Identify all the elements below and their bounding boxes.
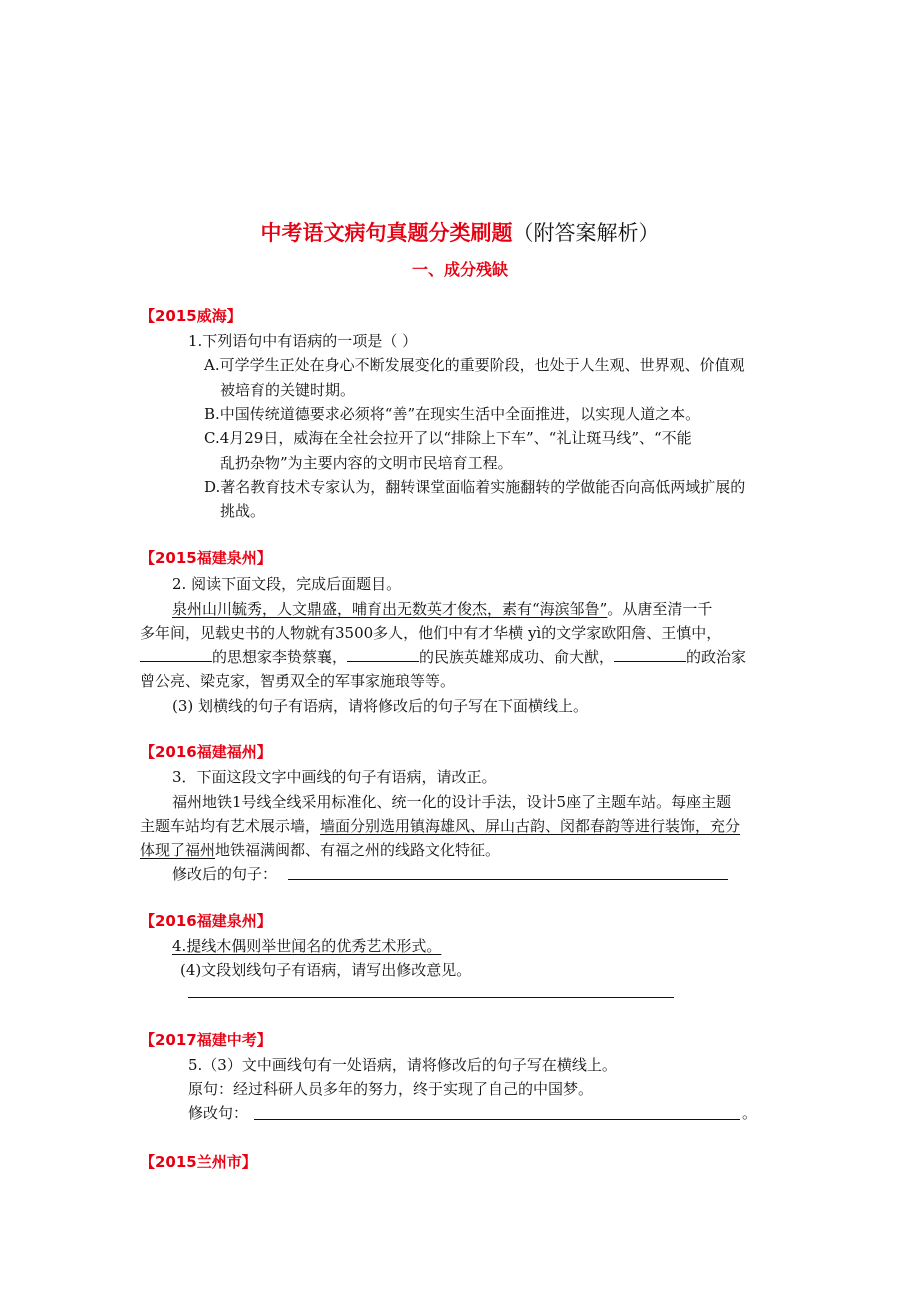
q3-underlined-part2: 体现了福州 — [140, 841, 216, 859]
q2-stem: 2. 阅读下面文段，完成后面题目。 — [172, 575, 402, 593]
section-heading: 一、成分残缺 — [411, 260, 508, 279]
q5-original-sentence: 原句：经过科研人员多年的努力，终于实现了自己的中国梦。 — [188, 1080, 594, 1098]
q4-stem-wrap — [172, 936, 441, 956]
q4-answer-line[interactable] — [188, 997, 674, 998]
q3-stem: 3．下面这段文字中画线的句子有语病，请改正。 — [172, 768, 497, 786]
q1-source: 【2015威海】 — [140, 307, 242, 325]
q5-stem: 5.（3）文中画线句有一处语病，请将修改后的句子写在横线上。 — [188, 1056, 617, 1074]
q1-option-d-line2: 挑战。 — [220, 502, 266, 520]
q5-revised-label: 修改句： — [188, 1104, 249, 1122]
q2-passage-line3-b: 的民族英雄郑成功、俞大猷， — [419, 648, 615, 666]
q3-passage-line3 — [140, 840, 500, 860]
q2-underlined-sentence: 泉州山川毓秀，人文鼎盛，哺育出无数英才俊杰，素有“海滨邹鲁” — [172, 600, 608, 618]
q2-passage-line2: 多年间，见载史书的人物就有3500多人，他们中有才华横 yì的文学家欧阳詹、王慎中， — [140, 624, 722, 642]
title-main: 中考语文病句真题分类刷题 — [260, 221, 513, 245]
q3-underlined-part1: 墙面分别选用镇海雄风、屏山古韵、闵都春韵等进行装饰，充分 — [320, 817, 741, 835]
q1-stem: 1.下列语句中有语病的一项是（ ） — [188, 332, 418, 350]
q1-option-d-line1: D.著名教育技术专家认为，翻转课堂面临着实施翻转的学做能否向高低两域扩展的 — [204, 478, 746, 496]
q3-passage-line2 — [140, 816, 740, 836]
q3-passage-line3-rest: 地铁福满闽都、有福之州的线路文化特征。 — [215, 841, 501, 859]
q2-passage-line3-a: 的思想家李贽蔡襄， — [212, 648, 348, 666]
q2-blank-2[interactable] — [347, 647, 419, 662]
q6-source: 【2015兰州市】 — [140, 1153, 257, 1171]
q5-source: 【2017福建中考】 — [140, 1031, 272, 1049]
q1-option-a-line2: 被培育的关键时期。 — [220, 381, 356, 399]
document-title — [0, 219, 920, 247]
q2-source: 【2015福建泉州】 — [140, 549, 272, 567]
title-sub: （附答案解析） — [512, 221, 660, 245]
q3-answer-line[interactable] — [288, 879, 728, 880]
q2-question: (3) 划横线的句子有语病，请将修改后的句子写在下面横线上。 — [172, 697, 589, 715]
q3-answer-label: 修改后的句子： — [172, 865, 278, 883]
q2-blank-1[interactable] — [140, 647, 212, 662]
q4-stem: 4.提线木偶则举世闻名的优秀艺术形式。 — [172, 937, 442, 955]
q2-passage-line4: 曾公亮、梁克家，智勇双全的军事家施琅等等。 — [140, 672, 456, 690]
q2-passage-line1-rest: 。从唐至清一千 — [607, 600, 713, 618]
q5-answer-line[interactable] — [254, 1119, 740, 1120]
q2-passage-line3 — [140, 647, 746, 667]
q4-source: 【2016福建泉州】 — [140, 912, 272, 930]
q4-question: (4)文段划线句子有语病，请写出修改意见。 — [180, 961, 472, 979]
q2-passage-line1 — [172, 599, 712, 619]
q2-passage-line3-c: 的政治家 — [686, 648, 747, 666]
q2-blank-3[interactable] — [614, 647, 686, 662]
q1-option-c-line1: C.4月29日，威海在全社会拉开了以“排除上下车”、“礼让斑马线”、“不能 — [204, 429, 692, 447]
q1-option-a-line1: A.可学学生正处在身心不断发展变化的重要阶段，也处于人生观、世界观、价值观 — [204, 356, 745, 374]
q1-option-c-line2: 乱扔杂物”为主要内容的文明市民培育工程。 — [220, 454, 513, 472]
q3-source: 【2016福建福州】 — [140, 743, 272, 761]
q3-passage-line1: 福州地铁1号线全线采用标准化、统一化的设计手法，设计5座了主题车站。每座主题 — [172, 793, 732, 811]
q1-option-b: B.中国传统道德要求必须将“善”在现实生活中全面推进，以实现人道之本。 — [204, 405, 701, 423]
q5-end-mark: 。 — [742, 1104, 758, 1122]
q3-passage-line2-plain: 主题车站均有艺术展示墙， — [140, 817, 321, 835]
